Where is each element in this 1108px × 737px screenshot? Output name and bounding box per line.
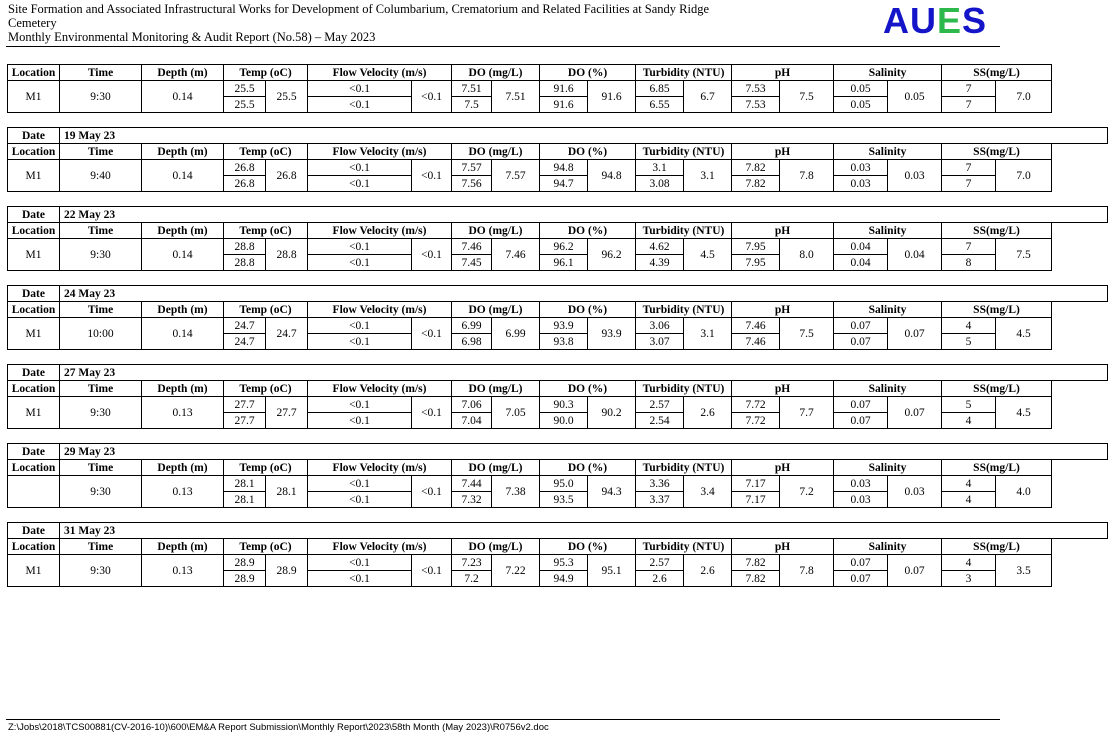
turbidity-reading-2: 2.6 [636,571,684,587]
turbidity-reading-1: 2.57 [636,555,684,571]
ss-average: 7.0 [996,160,1052,192]
col-ph: pH [732,302,834,318]
do_mgl-reading-2: 6.98 [452,334,492,350]
col-do_pct: DO (%) [540,223,636,239]
do_mgl-average: 7.57 [492,160,540,192]
col-do_pct: DO (%) [540,302,636,318]
temp-average: 28.8 [266,239,308,271]
ss-reading-2: 3 [942,571,996,587]
col-depth: Depth (m) [142,539,224,555]
header-divider [6,46,1000,47]
turbidity-average: 3.1 [684,160,732,192]
salinity-average: 0.07 [888,318,942,350]
date-value: 31 May 23 [60,523,1108,539]
ph-reading-2: 7.53 [732,97,780,113]
ss-reading-2: 5 [942,334,996,350]
do_pct-reading-1: 91.6 [540,81,588,97]
ph-average: 7.7 [780,397,834,429]
turbidity-reading-1: 6.85 [636,81,684,97]
col-depth: Depth (m) [142,302,224,318]
col-ph: pH [732,144,834,160]
col-depth: Depth (m) [142,381,224,397]
salinity-average: 0.05 [888,81,942,113]
col-flow: Flow Velocity (m/s) [308,302,452,318]
do_pct-average: 95.1 [588,555,636,587]
col-turbidity: Turbidity (NTU) [636,539,732,555]
turbidity-reading-1: 4.62 [636,239,684,255]
ph-reading-2: 7.46 [732,334,780,350]
temp-reading-1: 28.9 [224,555,266,571]
monitoring-block [7,64,1108,113]
col-do_mgl: DO (mg/L) [452,302,540,318]
turbidity-average: 4.5 [684,239,732,271]
date-label: Date [8,286,60,302]
turbidity-average: 3.4 [684,476,732,508]
col-ph: pH [732,460,834,476]
monitoring-block [7,443,1108,508]
col-salinity: Salinity [834,144,942,160]
col-depth: Depth (m) [142,460,224,476]
ph-reading-2: 7.82 [732,571,780,587]
col-temp: Temp (oC) [224,539,308,555]
temp-average: 28.9 [266,555,308,587]
depth-value: 0.13 [142,397,224,429]
turbidity-reading-1: 2.57 [636,397,684,413]
col-flow: Flow Velocity (m/s) [308,65,452,81]
col-depth: Depth (m) [142,223,224,239]
temp-average: 26.8 [266,160,308,192]
salinity-reading-1: 0.04 [834,239,888,255]
temp-reading-1: 25.5 [224,81,266,97]
date-value: 27 May 23 [60,365,1108,381]
do_pct-average: 96.2 [588,239,636,271]
monitoring-block [7,127,1108,192]
monitoring-block [7,522,1108,587]
do_pct-reading-1: 94.8 [540,160,588,176]
col-do_mgl: DO (mg/L) [452,65,540,81]
ss-average: 4.5 [996,318,1052,350]
flow-reading-1: <0.1 [308,397,412,413]
ph-average: 7.8 [780,160,834,192]
ss-reading-2: 8 [942,255,996,271]
flow-average: <0.1 [412,81,452,113]
salinity-average: 0.07 [888,555,942,587]
location-value: M1 [8,81,60,113]
do_pct-average: 93.9 [588,318,636,350]
ph-average: 7.2 [780,476,834,508]
salinity-reading-2: 0.05 [834,97,888,113]
depth-value: 0.14 [142,239,224,271]
time-value: 9:30 [60,397,142,429]
turbidity-reading-2: 3.07 [636,334,684,350]
col-flow: Flow Velocity (m/s) [308,144,452,160]
col-do_pct: DO (%) [540,460,636,476]
ph-reading-1: 7.82 [732,160,780,176]
flow-reading-1: <0.1 [308,160,412,176]
do_mgl-reading-2: 7.2 [452,571,492,587]
temp-reading-1: 28.8 [224,239,266,255]
time-value: 9:30 [60,555,142,587]
ss-reading-1: 4 [942,318,996,334]
col-ph: pH [732,539,834,555]
salinity-average: 0.04 [888,239,942,271]
col-do_pct: DO (%) [540,381,636,397]
ss-average: 4.5 [996,397,1052,429]
salinity-reading-1: 0.07 [834,397,888,413]
col-do_mgl: DO (mg/L) [452,539,540,555]
do_pct-average: 91.6 [588,81,636,113]
project-title-line2: Cemetery [8,16,57,30]
col-flow: Flow Velocity (m/s) [308,223,452,239]
temp-reading-1: 26.8 [224,160,266,176]
flow-average: <0.1 [412,476,452,508]
flow-average: <0.1 [412,555,452,587]
col-do_pct: DO (%) [540,539,636,555]
col-turbidity: Turbidity (NTU) [636,302,732,318]
flow-reading-1: <0.1 [308,555,412,571]
do_pct-reading-2: 91.6 [540,97,588,113]
ph-reading-1: 7.53 [732,81,780,97]
ph-average: 7.8 [780,555,834,587]
depth-value: 0.13 [142,555,224,587]
salinity-average: 0.03 [888,160,942,192]
salinity-reading-1: 0.05 [834,81,888,97]
col-turbidity: Turbidity (NTU) [636,460,732,476]
salinity-reading-2: 0.07 [834,413,888,429]
col-time: Time [60,302,142,318]
col-temp: Temp (oC) [224,223,308,239]
location-value: M1 [8,239,60,271]
col-location: Location [8,65,60,81]
do_pct-average: 94.8 [588,160,636,192]
temp-reading-2: 28.9 [224,571,266,587]
col-salinity: Salinity [834,381,942,397]
date-value: 22 May 23 [60,207,1108,223]
ss-reading-2: 4 [942,492,996,508]
col-turbidity: Turbidity (NTU) [636,381,732,397]
ss-reading-2: 4 [942,413,996,429]
do_pct-reading-2: 94.7 [540,176,588,192]
date-label: Date [8,128,60,144]
ph-average: 7.5 [780,81,834,113]
ph-reading-1: 7.82 [732,555,780,571]
flow-reading-2: <0.1 [308,413,412,429]
temp-reading-2: 28.8 [224,255,266,271]
location-value [8,476,60,508]
ss-average: 7.0 [996,81,1052,113]
do_mgl-reading-1: 7.23 [452,555,492,571]
do_mgl-reading-1: 7.51 [452,81,492,97]
salinity-reading-2: 0.04 [834,255,888,271]
col-ss: SS(mg/L) [942,381,1052,397]
col-do_mgl: DO (mg/L) [452,144,540,160]
col-time: Time [60,381,142,397]
col-time: Time [60,65,142,81]
ss-reading-1: 7 [942,239,996,255]
ss-average: 3.5 [996,555,1052,587]
col-flow: Flow Velocity (m/s) [308,539,452,555]
salinity-reading-2: 0.03 [834,492,888,508]
ph-reading-2: 7.95 [732,255,780,271]
col-ph: pH [732,381,834,397]
col-temp: Temp (oC) [224,65,308,81]
salinity-average: 0.07 [888,397,942,429]
do_pct-reading-1: 96.2 [540,239,588,255]
turbidity-reading-2: 2.54 [636,413,684,429]
flow-average: <0.1 [412,318,452,350]
col-time: Time [60,223,142,239]
time-value: 9:30 [60,476,142,508]
salinity-reading-2: 0.03 [834,176,888,192]
col-ss: SS(mg/L) [942,460,1052,476]
col-ss: SS(mg/L) [942,223,1052,239]
monitoring-block [7,206,1108,271]
turbidity-average: 2.6 [684,397,732,429]
col-time: Time [60,539,142,555]
temp-reading-1: 28.1 [224,476,266,492]
do_mgl-reading-2: 7.5 [452,97,492,113]
file-path-footer: Z:\Jobs\2018\TCS00881(CV-2016-10)\600\EM&A Report Submission\Monthly Report\2023\58th Month (May 2023)\R0756v2.doc [8,722,549,733]
turbidity-reading-2: 3.08 [636,176,684,192]
date-label: Date [8,365,60,381]
turbidity-reading-2: 4.39 [636,255,684,271]
depth-value: 0.14 [142,318,224,350]
salinity-reading-2: 0.07 [834,334,888,350]
col-do_mgl: DO (mg/L) [452,223,540,239]
do_mgl-reading-2: 7.56 [452,176,492,192]
do_mgl-reading-2: 7.45 [452,255,492,271]
ph-reading-2: 7.72 [732,413,780,429]
flow-average: <0.1 [412,160,452,192]
date-label: Date [8,523,60,539]
do_pct-average: 94.3 [588,476,636,508]
temp-average: 27.7 [266,397,308,429]
col-temp: Temp (oC) [224,144,308,160]
turbidity-average: 2.6 [684,555,732,587]
do_mgl-reading-1: 7.06 [452,397,492,413]
do_pct-reading-1: 95.3 [540,555,588,571]
col-do_mgl: DO (mg/L) [452,460,540,476]
date-label: Date [8,444,60,460]
depth-value: 0.13 [142,476,224,508]
aues-logo: AUES [883,0,988,41]
col-location: Location [8,539,60,555]
do_mgl-reading-2: 7.04 [452,413,492,429]
col-location: Location [8,381,60,397]
temp-reading-1: 27.7 [224,397,266,413]
ph-reading-1: 7.72 [732,397,780,413]
do_pct-reading-1: 93.9 [540,318,588,334]
ss-reading-1: 4 [942,555,996,571]
col-depth: Depth (m) [142,144,224,160]
flow-reading-1: <0.1 [308,476,412,492]
monitoring-block [7,285,1108,350]
col-salinity: Salinity [834,302,942,318]
salinity-reading-1: 0.03 [834,160,888,176]
col-ph: pH [732,223,834,239]
col-ss: SS(mg/L) [942,539,1052,555]
col-ss: SS(mg/L) [942,144,1052,160]
do_mgl-reading-1: 6.99 [452,318,492,334]
location-value: M1 [8,397,60,429]
flow-reading-2: <0.1 [308,334,412,350]
do_pct-average: 90.2 [588,397,636,429]
do_mgl-reading-2: 7.32 [452,492,492,508]
ph-reading-2: 7.17 [732,492,780,508]
turbidity-reading-2: 3.37 [636,492,684,508]
depth-value: 0.14 [142,81,224,113]
do_mgl-reading-1: 7.46 [452,239,492,255]
ss-reading-1: 4 [942,476,996,492]
turbidity-reading-1: 3.06 [636,318,684,334]
flow-average: <0.1 [412,239,452,271]
turbidity-average: 6.7 [684,81,732,113]
col-do_pct: DO (%) [540,65,636,81]
col-time: Time [60,144,142,160]
project-title-line1: Site Formation and Associated Infrastructural Works for Development of Columbarium, Crematorium and Related Facilities at Sandy Ridge [8,2,710,16]
ss-reading-2: 7 [942,176,996,192]
ss-reading-2: 7 [942,97,996,113]
do_mgl-average: 7.51 [492,81,540,113]
footer-divider [6,719,1000,720]
temp-reading-2: 24.7 [224,334,266,350]
col-salinity: Salinity [834,460,942,476]
do_pct-reading-1: 90.3 [540,397,588,413]
ss-average: 4.0 [996,476,1052,508]
flow-reading-2: <0.1 [308,176,412,192]
col-do_pct: DO (%) [540,144,636,160]
do_pct-reading-2: 93.5 [540,492,588,508]
flow-reading-2: <0.1 [308,255,412,271]
ph-reading-1: 7.46 [732,318,780,334]
col-temp: Temp (oC) [224,302,308,318]
do_mgl-reading-1: 7.44 [452,476,492,492]
col-temp: Temp (oC) [224,460,308,476]
col-location: Location [8,460,60,476]
document-header [8,2,868,44]
col-salinity: Salinity [834,223,942,239]
salinity-reading-2: 0.07 [834,571,888,587]
location-value: M1 [8,160,60,192]
date-label: Date [8,207,60,223]
temp-reading-2: 27.7 [224,413,266,429]
do_mgl-average: 7.38 [492,476,540,508]
do_pct-reading-2: 90.0 [540,413,588,429]
do_pct-reading-1: 95.0 [540,476,588,492]
flow-reading-2: <0.1 [308,571,412,587]
col-do_mgl: DO (mg/L) [452,381,540,397]
time-value: 10:00 [60,318,142,350]
col-flow: Flow Velocity (m/s) [308,460,452,476]
ph-average: 8.0 [780,239,834,271]
do_mgl-average: 7.22 [492,555,540,587]
flow-reading-1: <0.1 [308,318,412,334]
do_pct-reading-2: 93.8 [540,334,588,350]
temp-average: 25.5 [266,81,308,113]
turbidity-average: 3.1 [684,318,732,350]
ss-average: 7.5 [996,239,1052,271]
temp-reading-2: 26.8 [224,176,266,192]
salinity-average: 0.03 [888,476,942,508]
col-salinity: Salinity [834,65,942,81]
flow-reading-1: <0.1 [308,239,412,255]
ss-reading-1: 5 [942,397,996,413]
do_pct-reading-2: 94.9 [540,571,588,587]
col-ph: pH [732,65,834,81]
turbidity-reading-2: 6.55 [636,97,684,113]
ph-average: 7.5 [780,318,834,350]
temp-reading-2: 28.1 [224,492,266,508]
do_mgl-average: 7.05 [492,397,540,429]
flow-reading-1: <0.1 [308,81,412,97]
time-value: 9:30 [60,239,142,271]
temp-average: 24.7 [266,318,308,350]
do_mgl-average: 7.46 [492,239,540,271]
time-value: 9:40 [60,160,142,192]
temp-reading-2: 25.5 [224,97,266,113]
location-value: M1 [8,555,60,587]
do_pct-reading-2: 96.1 [540,255,588,271]
turbidity-reading-1: 3.36 [636,476,684,492]
salinity-reading-1: 0.07 [834,318,888,334]
col-location: Location [8,144,60,160]
col-flow: Flow Velocity (m/s) [308,381,452,397]
temp-average: 28.1 [266,476,308,508]
depth-value: 0.14 [142,160,224,192]
col-location: Location [8,302,60,318]
date-value: 24 May 23 [60,286,1108,302]
ph-reading-2: 7.82 [732,176,780,192]
flow-reading-2: <0.1 [308,97,412,113]
flow-average: <0.1 [412,397,452,429]
col-ss: SS(mg/L) [942,65,1052,81]
col-turbidity: Turbidity (NTU) [636,144,732,160]
date-value: 29 May 23 [60,444,1108,460]
ss-reading-1: 7 [942,160,996,176]
col-salinity: Salinity [834,539,942,555]
report-subtitle: Monthly Environmental Monitoring & Audit Report (No.58) – May 2023 [8,30,376,44]
col-location: Location [8,223,60,239]
location-value: M1 [8,318,60,350]
flow-reading-2: <0.1 [308,492,412,508]
salinity-reading-1: 0.03 [834,476,888,492]
ph-reading-1: 7.95 [732,239,780,255]
ph-reading-1: 7.17 [732,476,780,492]
salinity-reading-1: 0.07 [834,555,888,571]
temp-reading-1: 24.7 [224,318,266,334]
turbidity-reading-1: 3.1 [636,160,684,176]
do_mgl-average: 6.99 [492,318,540,350]
monitoring-block [7,364,1108,429]
col-time: Time [60,460,142,476]
col-ss: SS(mg/L) [942,302,1052,318]
col-turbidity: Turbidity (NTU) [636,223,732,239]
col-temp: Temp (oC) [224,381,308,397]
time-value: 9:30 [60,81,142,113]
do_mgl-reading-1: 7.57 [452,160,492,176]
date-value: 19 May 23 [60,128,1108,144]
col-depth: Depth (m) [142,65,224,81]
col-turbidity: Turbidity (NTU) [636,65,732,81]
ss-reading-1: 7 [942,81,996,97]
